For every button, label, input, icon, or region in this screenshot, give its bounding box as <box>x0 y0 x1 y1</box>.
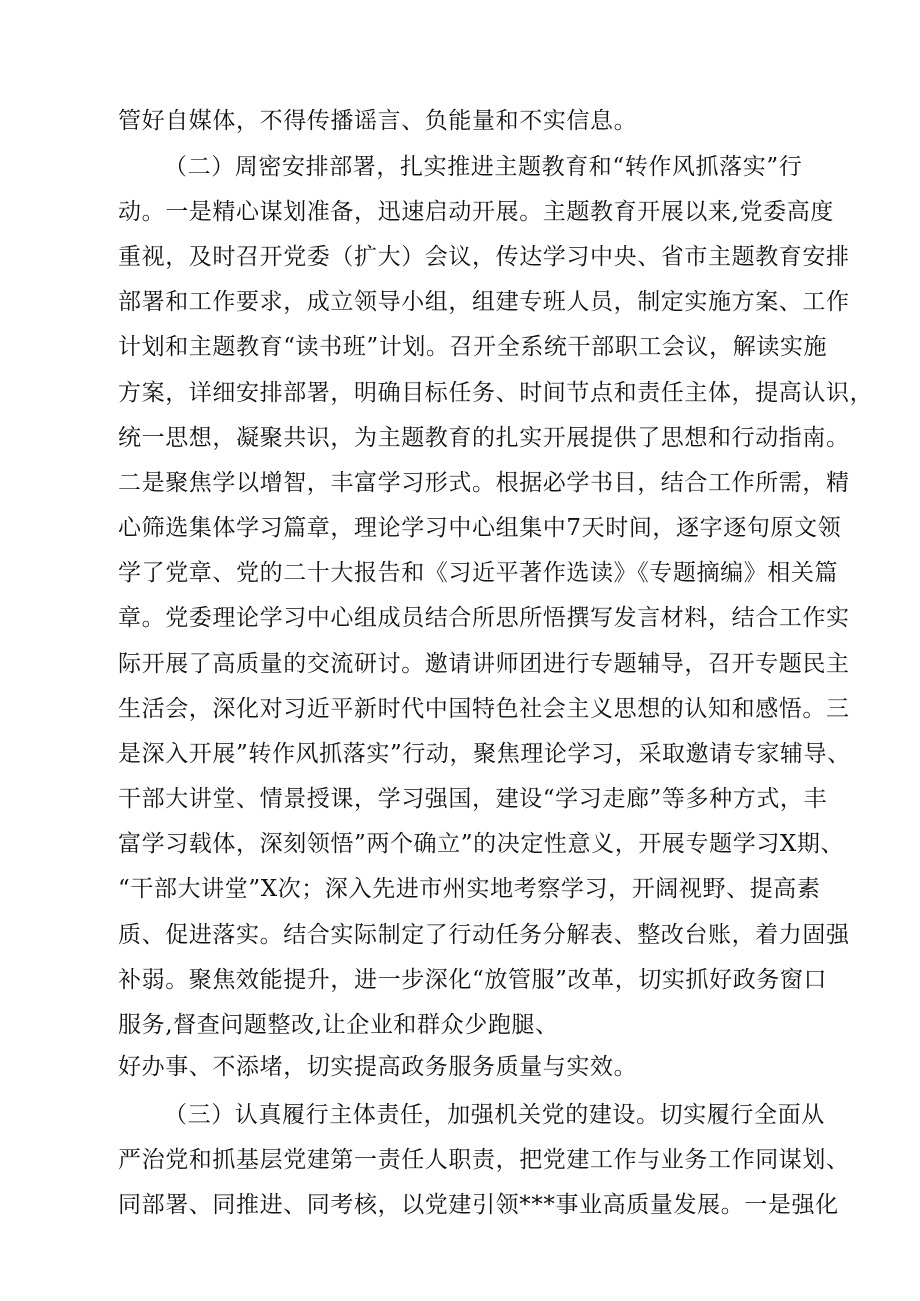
text-line: 章。党委理论学习中心组成员结合所思所悟撰写发言材料，结合工作实 <box>118 605 850 631</box>
text-line: 计划和主题教育“读书班”计划。召开全系统干部职工会议，解读实施 <box>118 334 828 360</box>
text-line: 同部署、同推进、同考核，以党建引领***事业高质量发展。一是强化 <box>118 1192 839 1218</box>
text-line: 重视，及时召开党委（扩大）会议，传达学习中央、省市主题教育安排 <box>118 244 850 270</box>
text-line: 富学习载体，深刻领悟”两个确立”的决定性意义，开展专题学习X期、 <box>118 831 845 857</box>
text-line: 方案，详细安排部署，明确目标任务、时间节点和责任主体，提高认识， <box>118 380 874 406</box>
text-line: 生活会，深化对习近平新时代中国特色社会主义思想的认知和感悟。三 <box>118 696 850 722</box>
text-line: 动。一是精心谋划准备，迅速启动开展。主题教育开展以来,党委高度 <box>118 199 834 225</box>
text-line: 心筛选集体学习篇章，理论学习中心组集中7天时间，逐字逐句原文领 <box>118 515 842 541</box>
text-line: 二是聚焦学以增智，丰富学习形式。根据必学书目，结合工作所需，精 <box>118 470 850 496</box>
text-line: 统一思想，凝聚共识，为主题教育的扎实开展提供了思想和行动指南。 <box>118 425 850 451</box>
text-line: 是深入开展”转作风抓落实”行动，聚焦理论学习，采取邀请专家辅导、 <box>118 741 851 767</box>
text-line: 补弱。聚焦效能提升，进一步深化“放管服”改革，切实抓好政务窗口 <box>118 967 828 993</box>
text-line: 管好自媒体，不得传播谣言、负能量和不实信息。 <box>118 108 638 134</box>
text-line: 严治党和抓基层党建第一责任人职责，把党建工作与业务工作同谋划、 <box>118 1147 850 1173</box>
text-line: 干部大讲堂、情景授课，学习强国，建设“学习走廊”等多种方式，丰 <box>118 786 828 812</box>
section-heading-line: （三）认真履行主体责任，加强机关党的建设。切实履行全面从 <box>164 1102 825 1128</box>
text-line: 好办事、不添堵，切实提高政务服务质量与实效。 <box>118 1054 638 1080</box>
text-line: 学了党章、党的二十大报告和《习近平著作选读》《专题摘编》相关篇 <box>118 560 839 586</box>
text-line: “干部大讲堂”X次；深入先进市州实地考察学习，开阔视野、提高素 <box>118 876 821 902</box>
section-heading-line: （二）周密安排部署，扎实推进主题教育和“转作风抓落实”行 <box>164 154 803 180</box>
text-line: 际开展了高质量的交流研讨。邀请讲师团进行专题辅导，召开专题民主 <box>118 651 850 677</box>
text-line: 部署和工作要求，成立领导小组，组建专班人员，制定实施方案、工作 <box>118 289 850 315</box>
text-line: 服务,督查问题整改,让企业和群众少跑腿、 <box>118 1012 559 1038</box>
text-line: 质、促进落实。结合实际制定了行动任务分解表、整改台账，着力固强 <box>118 922 850 948</box>
